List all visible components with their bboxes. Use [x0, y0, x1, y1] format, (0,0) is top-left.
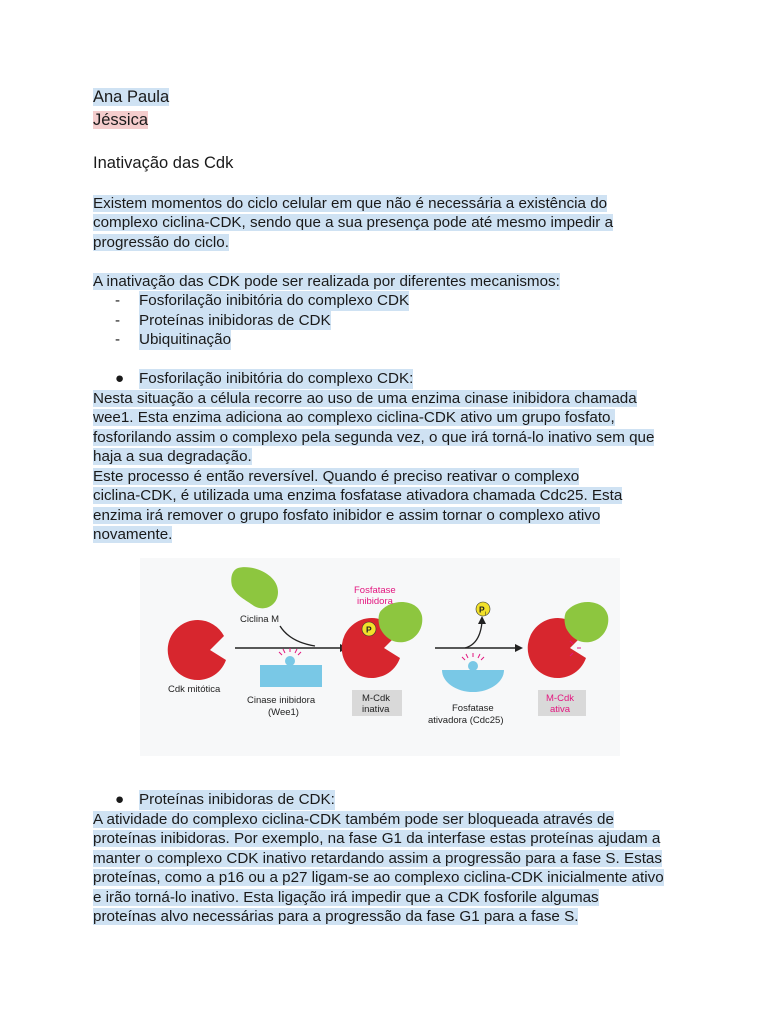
dash-marker: -: [115, 331, 121, 348]
section1-heading: ● Fosforilação inibitória do complexo CDK:: [93, 369, 693, 389]
dash-marker: -: [115, 311, 121, 329]
page-title: Inativação das Cdk: [93, 154, 234, 172]
phosphate-symbol: P: [366, 624, 372, 635]
section1-paragraph: Nesta situação a célula recorre ao uso de uma enzima cinase inibidora chamada wee1. Esta enzima adiciona ao complexo ciclina-CDK ativo um grupo fosfato, fosforilando assim o complexo pela segunda vez, o que irá torná-lo inativo sem que haja a sua degradação. Este processo é então reversível. Quando é preciso reativar o complexo ciclina-CDK, é utilizada uma enzima fosfatase ativadora chamada Cdc25. Esta enzima irá remover o grupo fosfato inibidor e assim tornar o complexo ativo novamente.: [93, 389, 655, 543]
intro-line: progressão do ciclo.: [93, 233, 229, 251]
active-label-line2: ativa: [550, 704, 571, 715]
cdc25-active-site: [468, 661, 478, 671]
kinase-label-line2: (Wee1): [268, 707, 299, 718]
pi-subscript: i: [485, 611, 487, 617]
activator-label-line1: Fosfatase: [452, 703, 494, 714]
bullet-marker: ●: [115, 370, 125, 387]
pi-symbol: P: [479, 604, 485, 615]
inactive-label-line2: inativa: [362, 704, 390, 715]
cyclin-label: Ciclina M: [240, 614, 280, 625]
cdk-inactivation-diagram: [140, 558, 620, 756]
mechanisms-intro: A inativação das CDK pode ser realizada por diferentes mecanismos:: [93, 272, 560, 290]
kinase-label-line1: Cinase inibidora: [247, 695, 316, 706]
section2-paragraph: A atividade do complexo ciclina-CDK também pode ser bloqueada através de proteínas inibidoras. Por exemplo, na fase G1 da interfase estas proteínas ajudam a manter o complexo CDK inativo retardando assim a progressão para a fase S. Estas proteínas, como a p16 ou a p27 ligam-se ao complexo ciclina-CDK inicialmente ativo e irão torná-lo inativo. Esta ligação irá impedir que a CDK fosforile algumas proteínas alvo necessárias para a progressão da fase G1 para a fase S.: [93, 810, 664, 925]
intro-paragraph: [93, 194, 693, 253]
document-body: [93, 86, 693, 545]
inhibitory-phosphatase-line1: Fosfatase: [354, 585, 396, 596]
wee1-active-site: [285, 656, 295, 666]
bullet-marker: ●: [115, 791, 125, 808]
dash-marker: -: [115, 292, 121, 309]
list-item: - Fosforilação inibitória do complexo CDK: [93, 291, 693, 311]
intro-line: Existem momentos do ciclo celular em que não é necessária a existência do: [93, 194, 608, 212]
section2-heading: ● Proteínas inibidoras de CDK:: [93, 790, 693, 810]
activator-label-line2: ativadora (Cdc25): [428, 715, 504, 726]
list-item: - Ubiquitinação: [93, 330, 693, 350]
inactive-label-line1: M-Cdk: [362, 693, 390, 704]
list-item: - Proteínas inibidoras de CDK: [93, 311, 693, 331]
wee1-kinase-shape: [260, 665, 322, 687]
inhibitory-phosphatase-line2: inibidora: [357, 596, 393, 607]
author-1: Ana Paula: [93, 88, 170, 106]
author-2: Jéssica: [93, 111, 149, 129]
cdk-label: Cdk mitótica: [168, 684, 221, 695]
intro-line: complexo ciclina-CDK, sendo que a sua presença pode até mesmo impedir a: [93, 214, 614, 231]
section2: [93, 790, 693, 927]
active-label-line1: M-Cdk: [546, 693, 574, 704]
